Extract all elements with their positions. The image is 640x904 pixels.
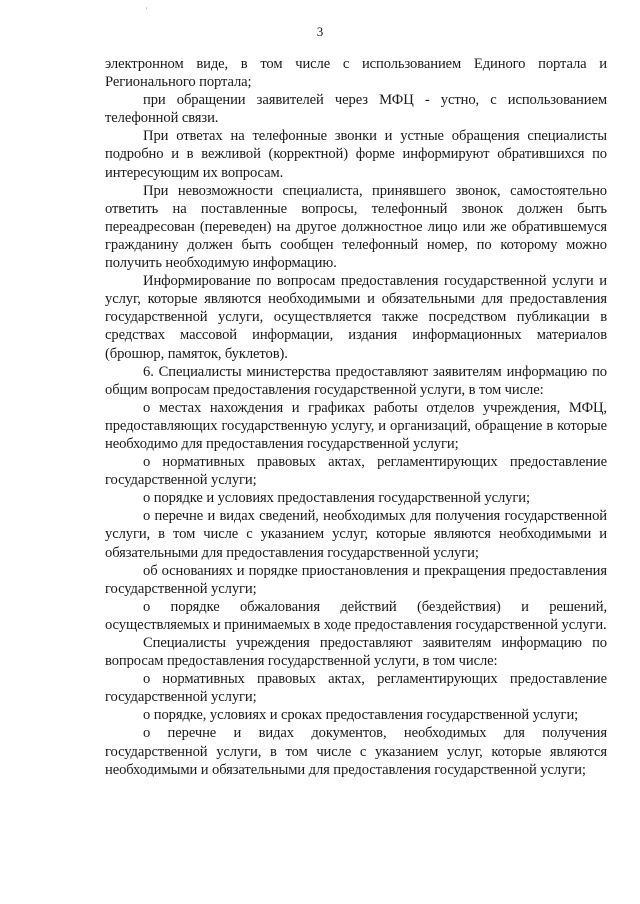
list-item: о порядке, условиях и сроках предоставления государственной услуги;	[143, 707, 579, 724]
list-item: о перечне и видах документов, необходимых для получения государственной услуги, в том числе с указанием услуг, которые являются необходимыми и обязательными для предоставления государственной услуги;	[105, 725, 607, 778]
paragraph: При ответах на телефонные звонки и устные обращения специалисты подробно и в вежливой (корректной) форме информируют обратившихся по интересующим их вопросам.	[105, 128, 607, 181]
paragraph: при обращении заявителей через МФЦ - устно, с использованием телефонной связи.	[105, 92, 607, 127]
page-number: 3	[316, 24, 324, 39]
document-body	[105, 55, 607, 779]
list-item: об основаниях и порядке приостановления и прекращения предоставления государственной услуги;	[105, 562, 607, 597]
paragraph: При невозможности специалиста, принявшего звонок, самостоятельно ответить на поставленные вопросы, телефонный звонок должен быть переадресован (переведен) на другое должностное лицо или же обратившемуся гражданину должен быть сообщен телефонный номер, по которому можно получить необходимую информацию.	[105, 182, 607, 272]
list-item: о местах нахождения и графиках работы отделов учреждения, МФЦ, предоставляющих государственную услугу, и организаций, обращение в которые необходимо для предоставления государственной услуги;	[105, 399, 607, 452]
list-item: о нормативных правовых актах, регламентирующих предоставление государственной услуги;	[105, 454, 607, 489]
list-item: о перечне и видах сведений, необходимых для получения государственной услуги, в том числе с указанием услуг, которые являются необходимыми и обязательными для предоставления государственной услуги;	[105, 508, 607, 561]
list-item: о порядке обжалования действий (бездействия) и решений, осуществляемых и принимаемых в ходе предоставления государственной услуги.	[105, 598, 607, 633]
scan-mark: '	[146, 6, 148, 15]
paragraph: Информирование по вопросам предоставления государственной услуги и услуг, которые являются необходимыми и обязательными для предоставления государственной услуги, осуществляется также посредством публикации в средствах массовой информации, издания информационных материалов (брошюр, памяток, буклетов).	[105, 273, 607, 362]
paragraph: Специалисты учреждения предоставляют заявителям информацию по вопросам предоставления государственной услуги, в том числе:	[105, 635, 607, 670]
paragraph: 6. Специалисты министерства предоставляют заявителям информацию по общим вопросам предоставления государственной услуги, в том числе:	[105, 363, 607, 398]
list-item: о порядке и условиях предоставления государственной услуги;	[143, 490, 530, 507]
list-item: о нормативных правовых актах, регламентирующих предоставление государственной услуги;	[105, 671, 607, 706]
paragraph: электронном виде, в том числе с использованием Единого портала и Регионального портала;	[105, 56, 607, 91]
